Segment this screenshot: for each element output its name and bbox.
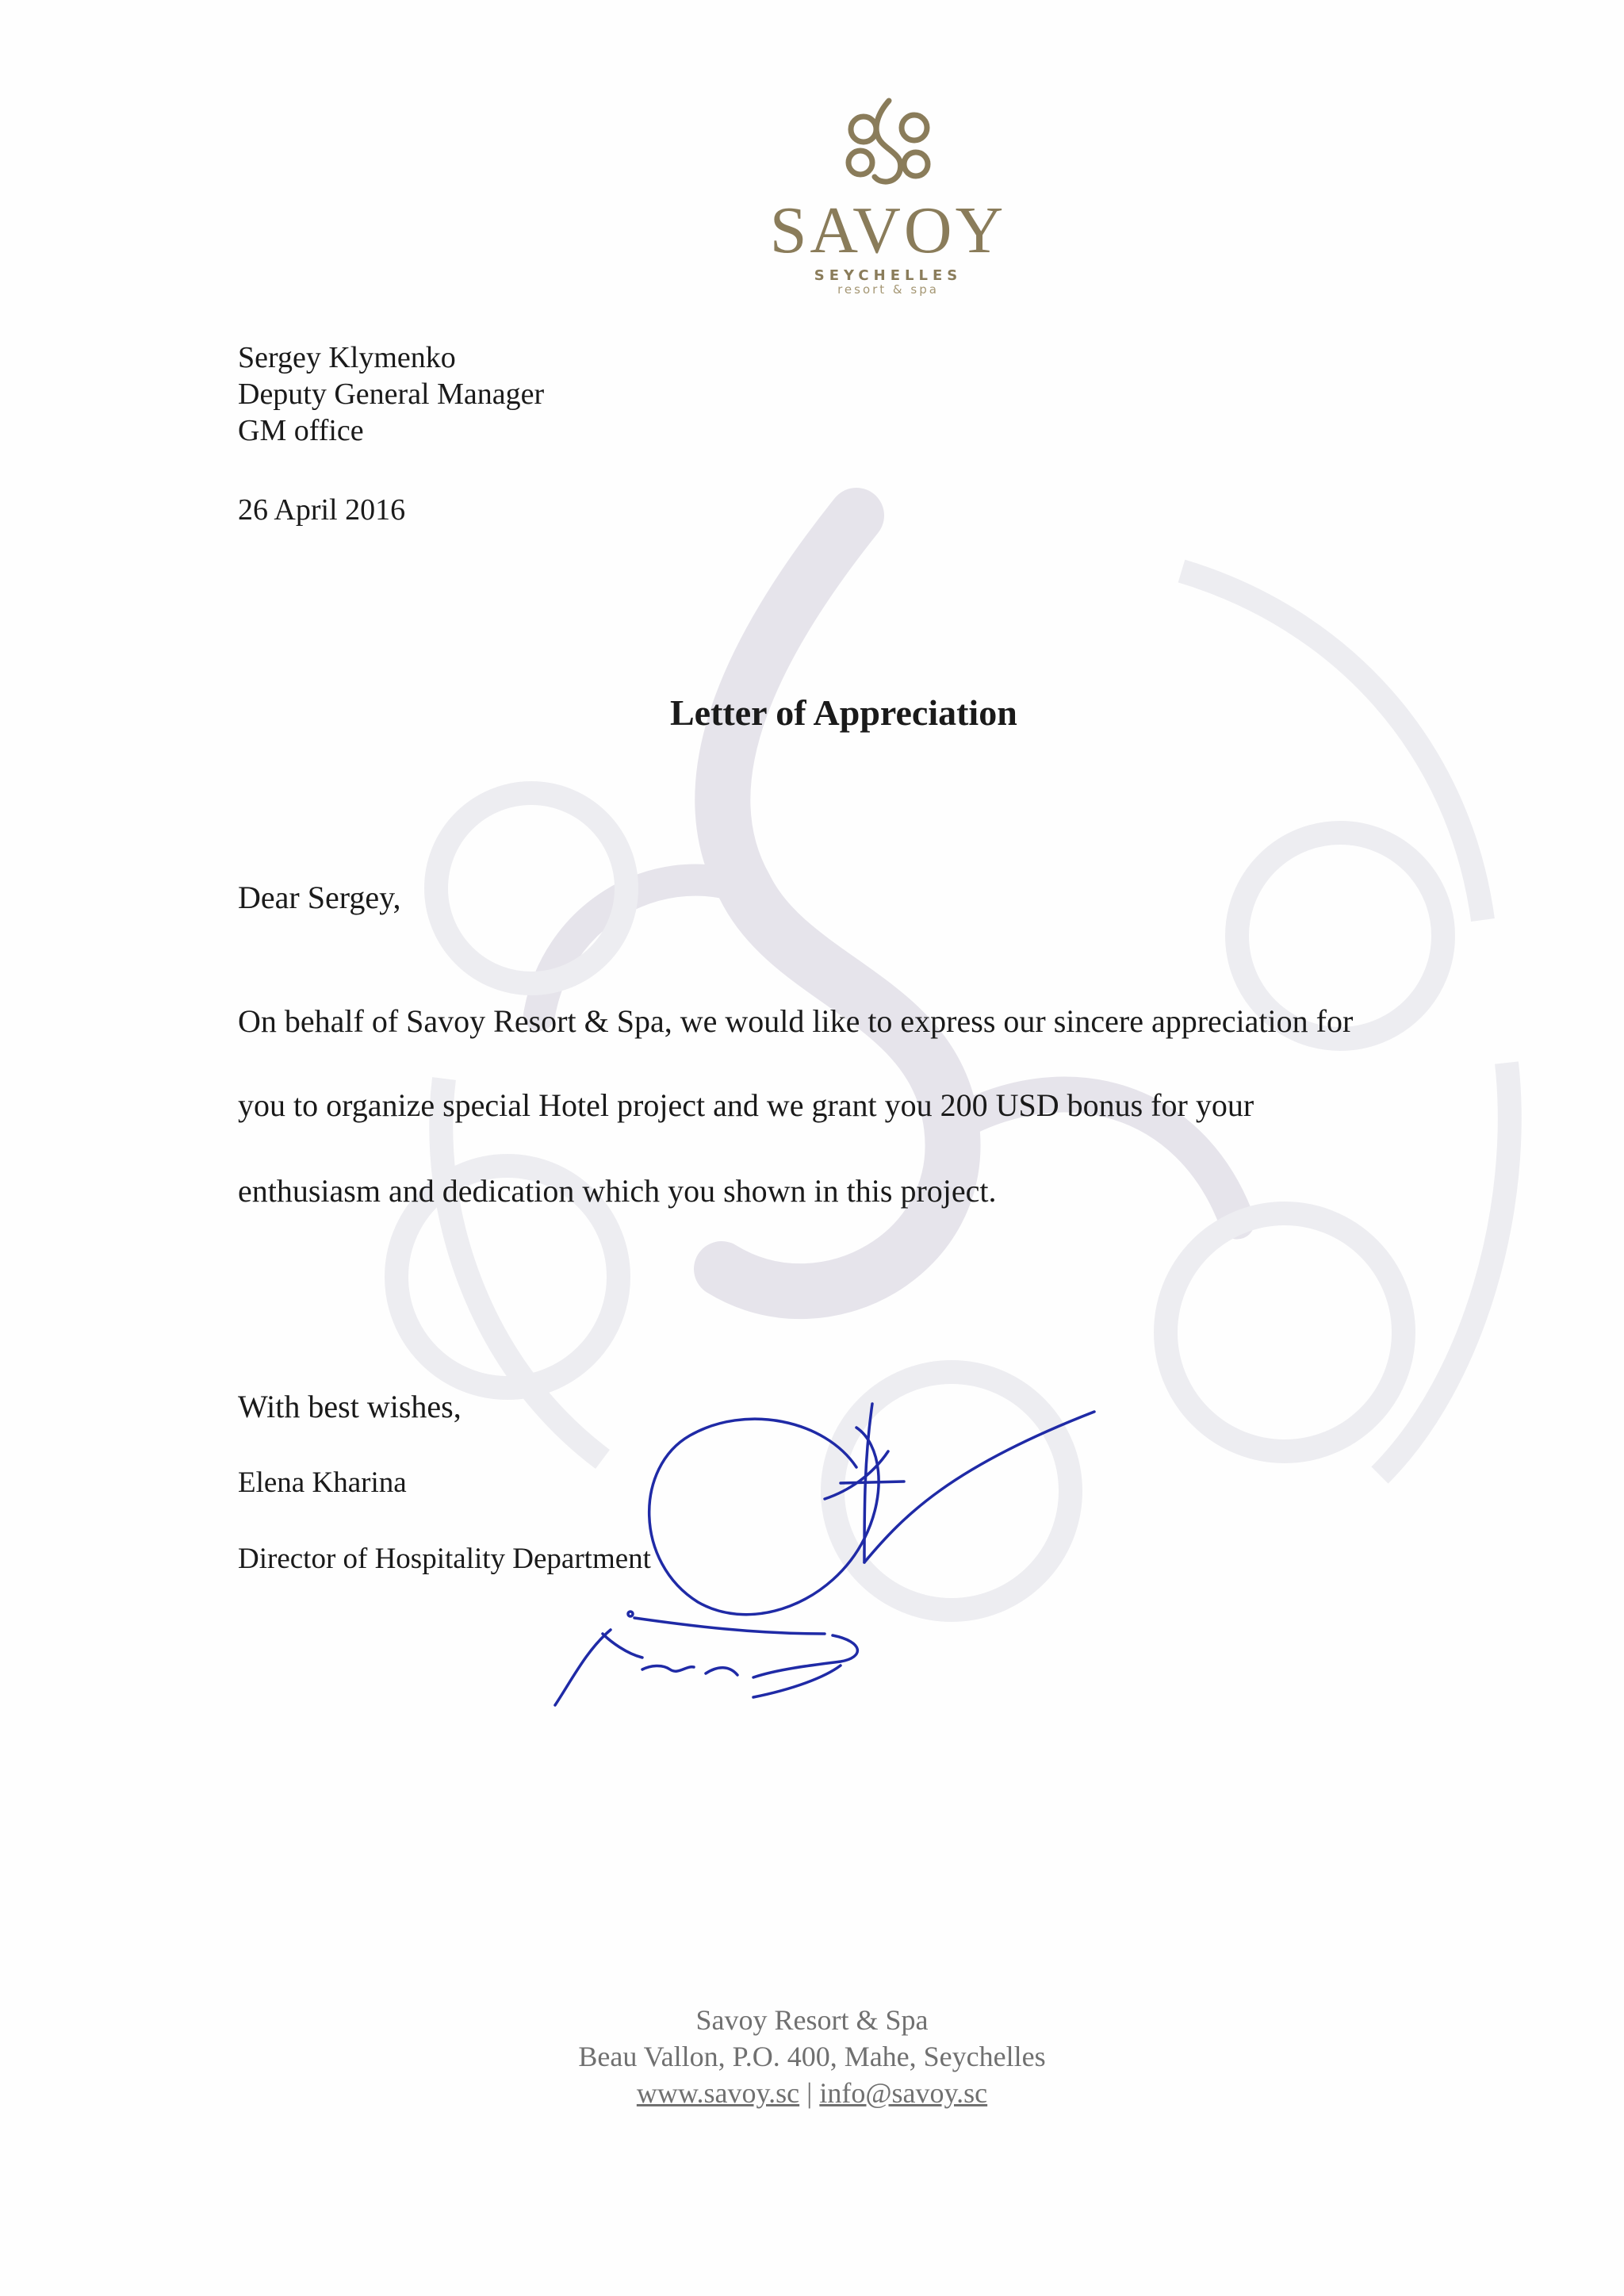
gecko-emblem-icon — [837, 91, 940, 194]
recipient-position: Deputy General Manager — [238, 378, 545, 411]
contact-separator: | — [806, 2077, 813, 2109]
salutation: Dear Sergey, — [238, 880, 401, 915]
closing: With best wishes, — [238, 1389, 462, 1424]
footer-contacts — [0, 2076, 1624, 2110]
footer-address: Beau Vallon, P.O. 400, Mahe, Seychelles — [578, 2041, 1046, 2072]
recipient-name: Sergey Klymenko — [238, 341, 456, 374]
body-line-2: you to organize special Hotel project and we grant you 200 USD bonus for your — [238, 1087, 1254, 1123]
logo-tagline: resort & spa — [837, 282, 939, 297]
logo-subtitle: SEYCHELLES — [814, 267, 963, 284]
signer-position: Director of Hospitality Department — [238, 1543, 651, 1575]
website-link[interactable]: www.savoy.sc — [636, 2077, 800, 2109]
handwritten-signature — [492, 1380, 1126, 1745]
letter-date: 26 April 2016 — [238, 493, 406, 527]
letter-title: Letter of Appreciation — [670, 692, 1017, 733]
savoy-logo — [757, 91, 1019, 297]
signer-name: Elena Kharina — [238, 1466, 407, 1499]
footer-company: Savoy Resort & Spa — [695, 2004, 929, 2036]
body-line-1: On behalf of Savoy Resort & Spa, we would like to express our sincere appreciation for — [238, 1003, 1354, 1039]
email-link[interactable]: info@savoy.sc — [819, 2077, 988, 2109]
logo-wordmark: SAVOY — [769, 194, 1007, 267]
recipient-office: GM office — [238, 414, 364, 447]
body-line-3: enthusiasm and dedication which you shown in this project. — [238, 1173, 997, 1209]
